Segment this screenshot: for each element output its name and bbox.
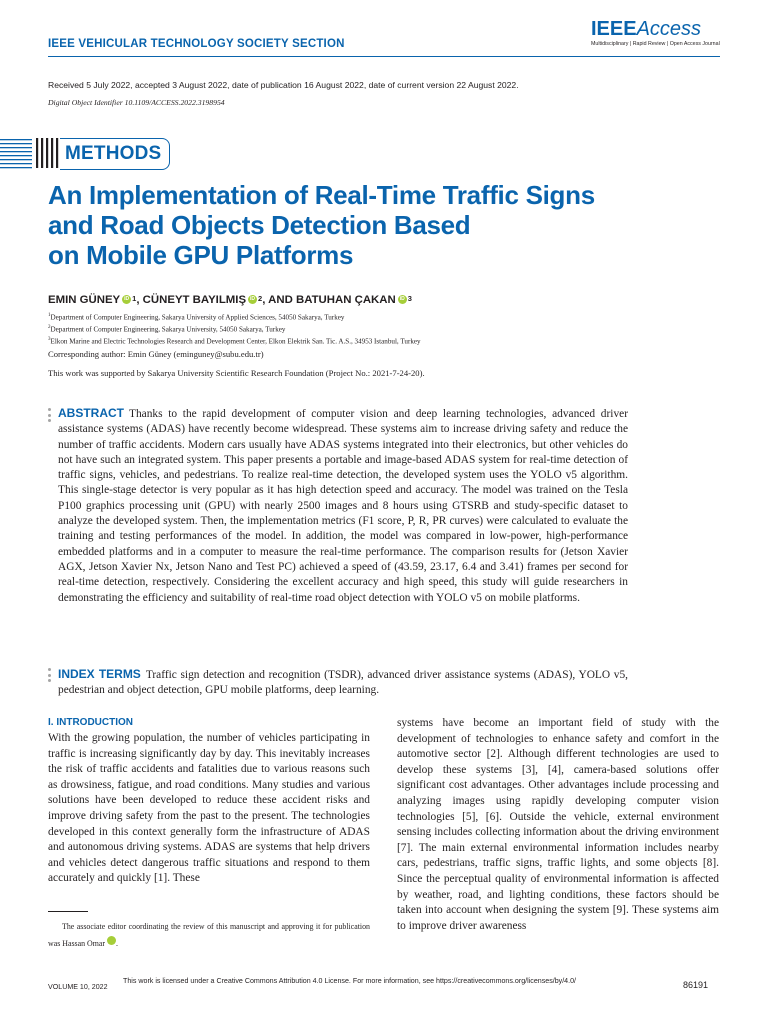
author-name: BATUHAN ÇAKAN — [295, 294, 396, 306]
affiliation: $^3$Elkon Marine and Electric Technologies Research and Development Center, Elkon Elektrik San. Tic. A.S., 34953 Istanbul, Turkey — [48, 336, 421, 345]
title-line: An Implementation of Real-Time Traffic Signs — [48, 180, 595, 210]
doi: Digital Object Identifier 10.1109/ACCESS.2022.3198954 — [48, 98, 225, 107]
abstract-text: Thanks to the rapid development of computer vision and deep learning technologies, advanced driver assistance systems (ADAS) have recently become widespread. These systems aim to increase driving safety and reduce the number of traffic accidents. Modern cars usually have ADAS systems integrated into their electronics, but other vehicles do not have such an integrated system. This paper presents a portable and image-based ADAS system for real-time detection of traffic signs, vehicles, and pedestrians. To realize real-time detection, the developed system uses the YOLO v5 algorithm. This single-stage detector is very popular as it has high detection speed and accuracy. The model was trained on the Tesla P100 graphics processing unit (GPU) with nearly 2500 images and 8 hours using GTSRB and study-specific dataset to analyze the developed system. Then, the implementation metrics (F1 score, P, R, PR curves) were calculated to evaluate the training and testing performances of the model. In addition, the model was compared in low-power, high-performance embedded platforms and in a computer to measure the real-time performance. The comparison results for (Jetson Xavier AGX, Jetson Xavier Nx, Jetson Nano and Test PC) achieved a speed of (43.59, 23.17, 6.4 and 3.41) frames per second for real-time detection, respectively. Considering the excellent accuracy and high speed, this study will guide researchers in demonstrating the efficiency and suitability of real-time road object detection with YOLO v5 on mobile platforms. — [58, 408, 628, 604]
abstract-label: ABSTRACT — [58, 406, 124, 420]
article-type-label: METHODS — [65, 143, 162, 164]
affiliation: $^1$Department of Computer Engineering, Sakarya University of Applied Sciences, 54050 Sakarya, Turkey — [48, 313, 345, 322]
abstract-dots-icon — [48, 408, 52, 425]
orcid-icon[interactable]: iD — [124, 296, 130, 302]
title-line: on Mobile GPU Platforms — [48, 240, 354, 270]
index-terms — [58, 667, 628, 699]
author-list — [48, 294, 412, 306]
author-affil-sup: 1 — [132, 294, 137, 303]
author-affil-sup: 3 — [407, 294, 412, 303]
orcid-icon[interactable]: iD — [399, 296, 405, 302]
affiliation: $^2$Department of Computer Engineering, Sakarya University, 54050 Sakarya, Turkey — [48, 324, 286, 334]
footnote-text: The associate editor coordinating the review of this manuscript and approving it for publication was Hassan Omar — [48, 922, 370, 948]
title-line: and Road Objects Detection Based — [48, 210, 471, 240]
section-heading: I. INTRODUCTION — [48, 717, 133, 728]
affiliations — [48, 311, 421, 346]
page-number: 86191 — [683, 980, 709, 990]
paper-title — [48, 180, 648, 270]
logo-access: Access — [636, 18, 702, 40]
intro-right-column: systems have become an important field of study with the development of technologies to enhance safety and comfort in the automotive sector [2]. Although different technologies are used to develop these systems [3], [4], camera-based solutions offer significant cost advantages. Other advantages include processing and analyzing images using rapidly developing computer vision technologies [5], [6]. Outside the vehicle, external environment sensing includes collecting information about the driving environment [7]. The main external environmental information includes nearby cars, pedestrians, traffic signs, traffic lights, and some objects [8]. Since the perceptual quality of environmental information is affected by weather, road, and lighting conditions, these factors should be taken into account when designing the system [9]. These systems aim to improve driver awareness — [397, 717, 719, 932]
index-terms-dots-icon — [48, 668, 52, 685]
editor-footnote: The associate editor coordinating the review of this manuscript and approving it for publication was Hassan Omar iD. — [48, 922, 370, 948]
section-title: IEEE VEHICULAR TECHNOLOGY SOCIETY SECTION — [48, 38, 345, 50]
article-type-badge — [60, 138, 170, 170]
index-terms-label: INDEX TERMS — [58, 667, 141, 681]
volume-label: VOLUME 10, 2022 — [48, 983, 108, 991]
logo-ieee: IEEE — [591, 18, 637, 40]
funding-note: This work was supported by Sakarya University Scientific Research Foundation (Project No.: 2021-7-24-20). — [48, 368, 425, 378]
author-affil-sup: 2 — [258, 294, 263, 303]
ieee-access-logo — [591, 18, 721, 58]
footnote-rule — [48, 911, 88, 912]
author-name: EMIN GÜNEY — [48, 294, 121, 306]
orcid-icon[interactable]: iD — [107, 936, 116, 945]
badge-stripes-icon — [0, 136, 60, 170]
author-separator: , — [136, 294, 143, 306]
received-dates: Received 5 July 2022, accepted 3 August 2022, date of publication 16 August 2022, date of current version 22 August 2022. — [48, 80, 519, 90]
intro-left-column: With the growing population, the number of vehicles participating in traffic is increasing significantly day by day. This inevitably increases the risk of traffic accidents and fatalities due to various reasons such as drowsiness, fatigue, and road conditions. Many studies and various solutions have been developed to reduce these accident risks and improve driving safety from the past to the present. The technologies developed in this context generally form the infrastructure of ADAS and autonomous driving systems. ADAS are systems that help drivers and vehicles detect dangerous traffic situations and respond to them accurately and quickly [1]. These — [48, 732, 370, 885]
abstract — [58, 406, 628, 606]
corresponding-author: Corresponding author: Emin Güney (eminguney@subu.edu.tr) — [48, 349, 264, 359]
index-terms-text: Traffic sign detection and recognition (TSDR), advanced driver assistance systems (ADAS), YOLO v5, pedestrian and object detection, GPU mobile platforms, deep learning. — [58, 669, 628, 697]
logo-tagline: Multidisciplinary | Rapid Review | Open Access Journal — [591, 41, 720, 47]
author-separator: , AND — [262, 294, 296, 306]
orcid-icon[interactable]: iD — [250, 296, 256, 302]
license-note: This work is licensed under a Creative Commons Attribution 4.0 License. For more information, see https://creativecommons.org/licenses/by/4.0/ — [123, 977, 577, 985]
author-name: CÜNEYT BAYILMIŞ — [142, 294, 247, 306]
